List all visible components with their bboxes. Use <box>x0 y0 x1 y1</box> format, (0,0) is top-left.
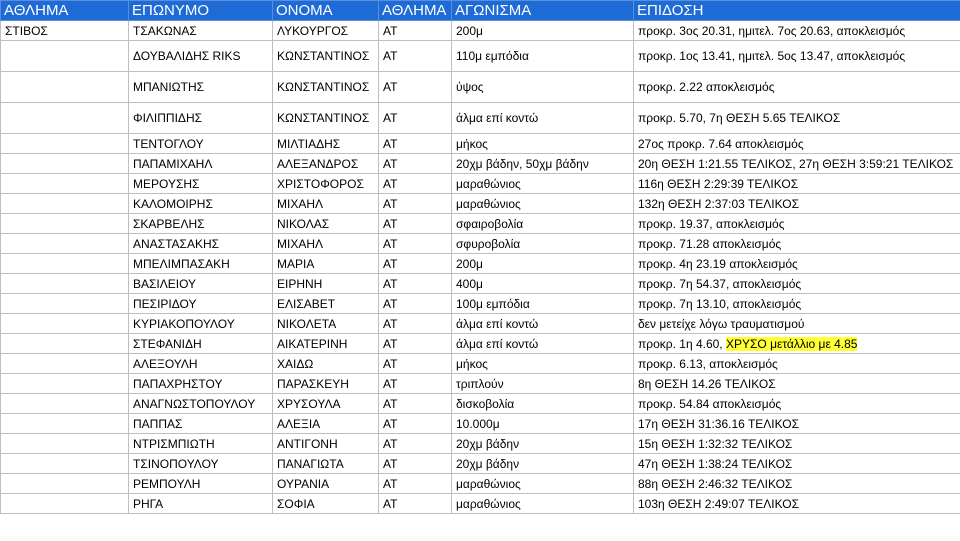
name-cell: ΝΙΚΟΛΑΣ <box>273 214 379 234</box>
result-cell <box>634 254 960 274</box>
sport-code-cell: ΑΤ <box>379 214 452 234</box>
surname-cell: ΠΑΠΠΑΣ <box>129 414 273 434</box>
sport-code-cell: ΑΤ <box>379 234 452 254</box>
event-cell: μαραθώνιος <box>452 174 634 194</box>
sport-cell <box>1 414 129 434</box>
event-cell: μαραθώνιος <box>452 474 634 494</box>
name-cell: ΑΛΕΞΙΑ <box>273 414 379 434</box>
table-body <box>1 21 960 514</box>
event-cell: 200μ <box>452 254 634 274</box>
event-cell: άλμα επί κοντώ <box>452 334 634 354</box>
header-event: ΑΓΩΝΙΣΜΑ <box>452 1 634 21</box>
result-text: 20η ΘΕΣΗ 1:21.55 ΤΕΛΙΚΟΣ, 27η ΘΕΣΗ 3:59:21 ΤΕΛΙΚΟΣ <box>638 156 954 171</box>
event-cell: μήκος <box>452 354 634 374</box>
result-cell <box>634 394 960 414</box>
name-cell: ΧΡΙΣΤΟΦΟΡΟΣ <box>273 174 379 194</box>
sport-cell <box>1 254 129 274</box>
table-row <box>1 454 960 474</box>
name-cell: ΑΛΕΞΑΝΔΡΟΣ <box>273 154 379 174</box>
surname-cell: ΒΑΣΙΛΕΙΟΥ <box>129 274 273 294</box>
surname-cell: ΣΚΑΡΒΕΛΗΣ <box>129 214 273 234</box>
surname-cell: ΑΝΑΣΤΑΣΑΚΗΣ <box>129 234 273 254</box>
table-row <box>1 72 960 103</box>
sport-cell <box>1 454 129 474</box>
sport-code-cell: ΑΤ <box>379 254 452 274</box>
result-text: προκρ. 1η 4.60, <box>638 336 726 351</box>
name-cell: ΧΡΥΣΟΥΛΑ <box>273 394 379 414</box>
sport-code-cell: ΑΤ <box>379 134 452 154</box>
result-cell <box>634 134 960 154</box>
event-cell: δισκοβολία <box>452 394 634 414</box>
header-row <box>1 1 960 21</box>
result-cell <box>634 41 960 72</box>
surname-cell: ΡΗΓΑ <box>129 494 273 514</box>
table-row <box>1 294 960 314</box>
sport-cell <box>1 474 129 494</box>
result-cell <box>634 354 960 374</box>
event-cell: 100μ εμπόδια <box>452 294 634 314</box>
name-cell: ΧΑΙΔΩ <box>273 354 379 374</box>
sport-cell <box>1 334 129 354</box>
event-cell: μαραθώνιος <box>452 494 634 514</box>
name-cell: ΚΩΝΣΤΑΝΤΙΝΟΣ <box>273 41 379 72</box>
table-row <box>1 134 960 154</box>
result-text: 47η ΘΕΣΗ 1:38:24 ΤΕΛΙΚΟΣ <box>638 456 793 471</box>
result-text: προκρ. 1ος 13.41, ημιτελ. 5ος 13.47, αποκλεισμός <box>638 49 906 63</box>
surname-cell: ΠΕΣΙΡΙΔΟΥ <box>129 294 273 314</box>
sport-cell <box>1 314 129 334</box>
sport-cell <box>1 41 129 72</box>
result-text: 103η ΘΕΣΗ 2:49:07 ΤΕΛΙΚΟΣ <box>638 496 800 511</box>
result-text: προκρ. 7η 13.10, αποκλεισμός <box>638 296 802 311</box>
table-row <box>1 314 960 334</box>
header-surname: ΕΠΩΝΥΜΟ <box>129 1 273 21</box>
name-cell: ΑΙΚΑΤΕΡΙΝΗ <box>273 334 379 354</box>
event-cell: άλμα επί κοντώ <box>452 314 634 334</box>
table-row <box>1 354 960 374</box>
sport-cell: ΣΤΙΒΟΣ <box>1 21 129 41</box>
surname-cell: ΤΣΑΚΩΝΑΣ <box>129 21 273 41</box>
table-row <box>1 21 960 41</box>
sport-cell <box>1 194 129 214</box>
sport-cell <box>1 154 129 174</box>
result-text: 8η ΘΕΣΗ 14.26 ΤΕΛΙΚΟΣ <box>638 376 776 391</box>
result-text: 132η ΘΕΣΗ 2:37:03 ΤΕΛΙΚΟΣ <box>638 196 800 211</box>
result-text: 17η ΘΕΣΗ 31:36.16 ΤΕΛΙΚΟΣ <box>638 416 800 431</box>
sport-cell <box>1 294 129 314</box>
surname-cell: ΤΕΝΤΟΓΛΟΥ <box>129 134 273 154</box>
result-cell <box>634 454 960 474</box>
table-row <box>1 103 960 134</box>
result-text: προκρ. 6.13, αποκλεισμός <box>638 356 778 371</box>
result-cell <box>634 274 960 294</box>
table-row <box>1 254 960 274</box>
surname-cell: ΝΤΡΙΣΜΠΙΩΤΗ <box>129 434 273 454</box>
surname-cell: ΜΕΡΟΥΣΗΣ <box>129 174 273 194</box>
event-cell: μαραθώνιος <box>452 194 634 214</box>
surname-cell: ΚΥΡΙΑΚΟΠΟΥΛΟΥ <box>129 314 273 334</box>
table-row <box>1 414 960 434</box>
name-cell: ΝΙΚΟΛΕΤΑ <box>273 314 379 334</box>
header-result: ΕΠΙΔΟΣΗ <box>634 1 960 21</box>
name-cell: ΛΥΚΟΥΡΓΟΣ <box>273 21 379 41</box>
result-cell <box>634 214 960 234</box>
result-text: προκρ. 3ος 20.31, ημιτελ. 7ος 20.63, αποκλεισμός <box>638 23 906 38</box>
sport-cell <box>1 174 129 194</box>
table-row <box>1 41 960 72</box>
result-text: 27ος προκρ. 7.64 αποκλεισμός <box>638 136 804 151</box>
name-cell: ΟΥΡΑΝΙΑ <box>273 474 379 494</box>
sport-code-cell: ΑΤ <box>379 414 452 434</box>
result-cell <box>634 174 960 194</box>
event-cell: σφυροβολία <box>452 234 634 254</box>
name-cell: ΕΛΙΣΑΒΕΤ <box>273 294 379 314</box>
result-text: προκρ. 54.84 αποκλεισμός <box>638 396 782 411</box>
name-cell: ΚΩΝΣΤΑΝΤΙΝΟΣ <box>273 103 379 134</box>
table-row <box>1 194 960 214</box>
surname-cell: ΤΣΙΝΟΠΟΥΛΟΥ <box>129 454 273 474</box>
event-cell: μήκος <box>452 134 634 154</box>
sport-code-cell: ΑΤ <box>379 454 452 474</box>
table-row <box>1 274 960 294</box>
sport-cell <box>1 274 129 294</box>
surname-cell: ΜΠΑΝΙΩΤΗΣ <box>129 72 273 103</box>
sport-cell <box>1 134 129 154</box>
result-text: 15η ΘΕΣΗ 1:32:32 ΤΕΛΙΚΟΣ <box>638 436 793 451</box>
sport-code-cell: ΑΤ <box>379 474 452 494</box>
result-text: προκρ. 5.70, 7η ΘΕΣΗ 5.65 ΤΕΛΙΚΟΣ <box>638 111 841 125</box>
sport-cell <box>1 434 129 454</box>
name-cell: ΜΙΧΑΗΛ <box>273 194 379 214</box>
result-cell <box>634 234 960 254</box>
name-cell: ΕΙΡΗΝΗ <box>273 274 379 294</box>
table-row <box>1 154 960 174</box>
sport-cell <box>1 354 129 374</box>
sport-code-cell: ΑΤ <box>379 434 452 454</box>
surname-cell: ΠΑΠΑΧΡΗΣΤΟΥ <box>129 374 273 394</box>
result-text: προκρ. 71.28 αποκλεισμός <box>638 236 782 251</box>
name-cell: ΑΝΤΙΓΟΝΗ <box>273 434 379 454</box>
name-cell: ΠΑΡΑΣΚΕΥΗ <box>273 374 379 394</box>
surname-cell: ΦΙΛΙΠΠΙΔΗΣ <box>129 103 273 134</box>
sport-cell <box>1 374 129 394</box>
name-cell: ΜΑΡΙΑ <box>273 254 379 274</box>
table-row <box>1 434 960 454</box>
name-cell: ΚΩΝΣΤΑΝΤΙΝΟΣ <box>273 72 379 103</box>
name-cell: ΜΙΧΑΗΛ <box>273 234 379 254</box>
table-row <box>1 374 960 394</box>
sport-code-cell: ΑΤ <box>379 354 452 374</box>
sport-cell <box>1 103 129 134</box>
table-row <box>1 394 960 414</box>
header-name: ΟΝΟΜΑ <box>273 1 379 21</box>
result-text: προκρ. 7η 54.37, αποκλεισμός <box>638 276 802 291</box>
surname-cell: ΚΑΛΟΜΟΙΡΗΣ <box>129 194 273 214</box>
result-text: προκρ. 2.22 αποκλεισμός <box>638 80 775 94</box>
sport-code-cell: ΑΤ <box>379 334 452 354</box>
sport-code-cell: ΑΤ <box>379 274 452 294</box>
result-cell <box>634 374 960 394</box>
event-cell: 20χμ βάδην <box>452 434 634 454</box>
table-row <box>1 214 960 234</box>
sport-cell <box>1 234 129 254</box>
sport-code-cell: ΑΤ <box>379 494 452 514</box>
event-cell: άλμα επί κοντώ <box>452 103 634 134</box>
result-cell <box>634 434 960 454</box>
result-text: δεν μετείχε λόγω τραυματισμού <box>638 316 805 331</box>
event-cell: 110μ εμπόδια <box>452 41 634 72</box>
result-cell <box>634 194 960 214</box>
sport-cell <box>1 394 129 414</box>
result-cell <box>634 314 960 334</box>
sport-code-cell: ΑΤ <box>379 374 452 394</box>
event-cell: 400μ <box>452 274 634 294</box>
result-cell <box>634 414 960 434</box>
event-cell: 20χμ βάδην <box>452 454 634 474</box>
event-cell: 20χμ βάδην, 50χμ βάδην <box>452 154 634 174</box>
result-cell <box>634 494 960 514</box>
table-row <box>1 494 960 514</box>
table-row <box>1 334 960 354</box>
event-cell: 200μ <box>452 21 634 41</box>
surname-cell: ΡΕΜΠΟΥΛΗ <box>129 474 273 494</box>
sport-code-cell: ΑΤ <box>379 194 452 214</box>
result-text: 88η ΘΕΣΗ 2:46:32 ΤΕΛΙΚΟΣ <box>638 476 793 491</box>
name-cell: ΣΟΦΙΑ <box>273 494 379 514</box>
result-text: 116η ΘΕΣΗ 2:29:39 ΤΕΛΙΚΟΣ <box>638 176 799 191</box>
event-cell: τριπλούν <box>452 374 634 394</box>
gold-medal-highlight: ΧΡΥΣΟ μετάλλιο με 4.85 <box>725 336 858 351</box>
name-cell: ΠΑΝΑΓΙΩΤΑ <box>273 454 379 474</box>
surname-cell: ΠΑΠΑΜΙΧΑΗΛ <box>129 154 273 174</box>
event-cell: ύψος <box>452 72 634 103</box>
sport-code-cell: ΑΤ <box>379 103 452 134</box>
sport-code-cell: ΑΤ <box>379 394 452 414</box>
event-cell: 10.000μ <box>452 414 634 434</box>
result-cell <box>634 21 960 41</box>
surname-cell: ΣΤΕΦΑΝΙΔΗ <box>129 334 273 354</box>
sport-cell <box>1 72 129 103</box>
result-cell <box>634 294 960 314</box>
sport-cell <box>1 214 129 234</box>
event-cell: σφαιροβολία <box>452 214 634 234</box>
name-cell: ΜΙΛΤΙΑΔΗΣ <box>273 134 379 154</box>
surname-cell: ΑΝΑΓΝΩΣΤΟΠΟΥΛΟΥ <box>129 394 273 414</box>
surname-cell: ΔΟΥΒΑΛΙΔΗΣ RIKS <box>129 41 273 72</box>
result-cell <box>634 72 960 103</box>
result-text: προκρ. 19.37, αποκλεισμός <box>638 216 785 231</box>
header-sport: ΑΘΛΗΜΑ <box>1 1 129 21</box>
sport-code-cell: ΑΤ <box>379 21 452 41</box>
result-cell <box>634 154 960 174</box>
table-row <box>1 174 960 194</box>
sport-cell <box>1 494 129 514</box>
result-text: προκρ. 4η 23.19 αποκλεισμός <box>638 256 798 271</box>
table-row <box>1 474 960 494</box>
header-sport-code: ΑΘΛΗΜΑ <box>379 1 452 21</box>
surname-cell: ΜΠΕΛΙΜΠΑΣΑΚΗ <box>129 254 273 274</box>
sport-code-cell: ΑΤ <box>379 314 452 334</box>
sport-code-cell: ΑΤ <box>379 294 452 314</box>
result-cell <box>634 103 960 134</box>
table-row <box>1 234 960 254</box>
sport-code-cell: ΑΤ <box>379 174 452 194</box>
sport-code-cell: ΑΤ <box>379 41 452 72</box>
sport-code-cell: ΑΤ <box>379 72 452 103</box>
surname-cell: ΑΛΕΞΟΥΛΗ <box>129 354 273 374</box>
result-cell <box>634 334 960 354</box>
sport-code-cell: ΑΤ <box>379 154 452 174</box>
result-cell <box>634 474 960 494</box>
